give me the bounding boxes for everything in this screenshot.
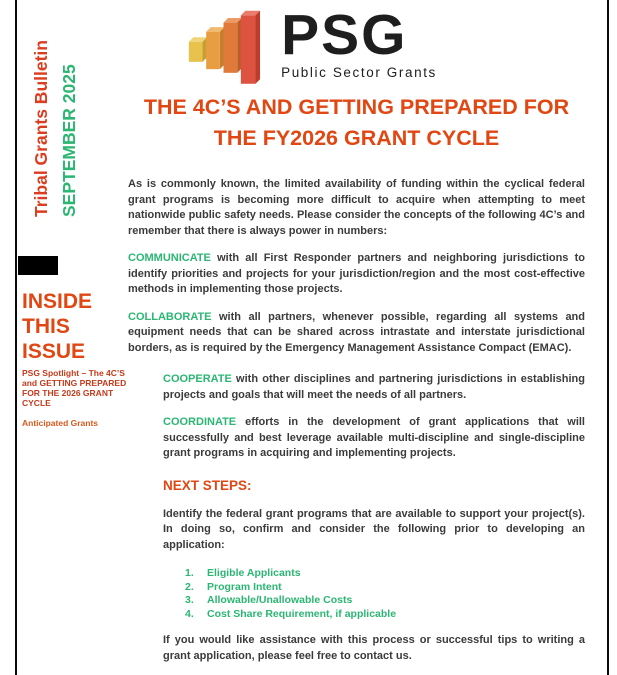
checklist-number: 3.: [185, 594, 194, 606]
left-border-line: [15, 0, 17, 675]
article-body: [128, 92, 585, 675]
collaborate-lead: COLLABORATE: [128, 310, 212, 323]
checklist-number: 2.: [185, 580, 194, 593]
toc-item-spotlight: PSG Spotlight – The 4C’S and GETTING PREPARED FOR THE 2026 GRANT CYCLE: [22, 368, 127, 408]
psg-logo: [17, 3, 607, 90]
logo-tagline: Public Sector Grants: [281, 65, 437, 80]
intro-paragraph: As is commonly known, the limited availability of funding within the cyclical federal grant programs is becoming more difficult to acquire when attempting to meet nationwide public safety needs. Please consider the concepts of the following 4C’s and remember that there is always power in numbers:: [128, 178, 585, 237]
right-border-line: [607, 0, 609, 675]
article-title-line1: THE 4C’S AND GETTING PREPARED FOR: [143, 95, 570, 119]
inside-this-issue-heading: [22, 289, 92, 364]
collaborate-text: with all partners, whenever possible, regarding all systems and equipment needs that can be shared across intrastate and interstate jurisdictional borders, as is required by the Emergency Management Assistance Compact (EMAC).: [128, 310, 585, 354]
next-steps-heading: NEXT STEPS:: [163, 477, 252, 493]
inside-heading-line: INSIDE: [22, 290, 93, 313]
bulletin-title: Tribal Grants Bulletin: [31, 40, 51, 217]
checklist-item: [185, 581, 585, 595]
table-of-contents: [22, 368, 140, 428]
redacted-bar: [18, 256, 58, 275]
next-steps-intro: Identify the federal grant programs that are available to support your project(s). In doing so, confirm and consider the following prior to developing an application:: [163, 507, 585, 551]
checklist-item: [185, 608, 585, 622]
masthead-vertical: [27, 33, 85, 217]
logo-acronym: PSG: [281, 3, 408, 67]
coordinate-lead: COORDINATE: [163, 416, 237, 428]
checklist-label: Allowable/Unallowable Costs: [207, 594, 353, 606]
checklist: [185, 567, 585, 621]
indented-section: [163, 372, 585, 664]
issue-date: SEPTEMBER 2025: [59, 64, 79, 217]
checklist-number: 4.: [185, 607, 194, 620]
communicate-text: with all First Responder partners and neighboring jurisdictions to identify priorities and projects for your jurisdiction/region and the most cost-effective methods in implementing those projects.: [128, 252, 585, 295]
article-title-line2: THE FY2026 GRANT CYCLE: [213, 126, 500, 150]
checklist-item: [185, 594, 585, 608]
communicate-lead: COMMUNICATE: [128, 252, 211, 264]
cooperate-lead: COOPERATE: [163, 373, 232, 385]
bar-chart-icon: [187, 10, 271, 90]
cooperate-paragraph: [163, 372, 585, 403]
coordinate-text: efforts in the development of grant applications that will successfully and best leverage available multi-discipline and single-discipline grant programs in acquiring and implementing projects.: [163, 416, 585, 459]
checklist-label: Cost Share Requirement, if applicable: [207, 607, 397, 620]
communicate-paragraph: [128, 251, 585, 298]
inside-heading-line: ISSUE: [22, 340, 86, 363]
logo-text-block: [281, 3, 437, 80]
article-title: [128, 92, 585, 154]
closing-paragraph: If you would like assistance with this process or successful tips to writing a grant application, please feel free to contact us.: [163, 634, 585, 662]
cooperate-text: with other disciplines and partnering jurisdictions in establishing projects and goals that will meet the needs of all partners.: [163, 373, 585, 401]
coordinate-paragraph: [163, 415, 585, 462]
checklist-item: [185, 567, 585, 581]
checklist-label: Program Intent: [207, 580, 282, 593]
toc-item-anticipated-grants: Anticipated Grants: [22, 418, 99, 428]
checklist-label: Eligible Applicants: [207, 567, 301, 579]
checklist-number: 1.: [185, 567, 194, 579]
collaborate-paragraph: [128, 310, 585, 357]
inside-heading-line: THIS: [22, 315, 70, 338]
